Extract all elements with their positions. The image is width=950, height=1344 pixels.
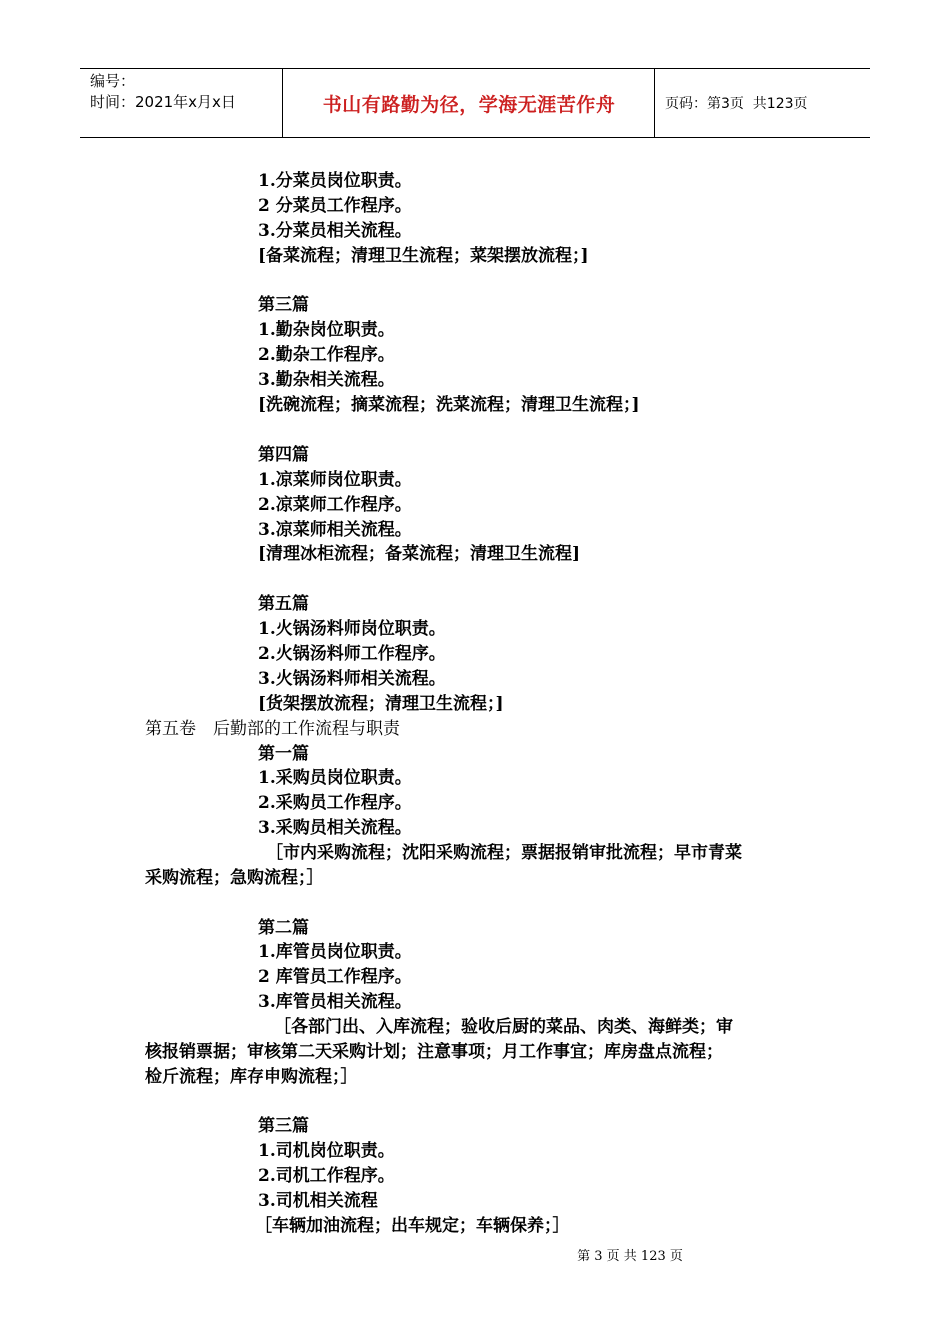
list-item: 2 库管员工作程序。 (258, 967, 412, 987)
volume-heading: 第五卷 后勤部的工作流程与职责 (145, 719, 400, 739)
header-page-info: 页码：第3页 共123页 (665, 96, 808, 112)
list-item: 2 分菜员工作程序。 (258, 196, 412, 216)
process-list-continued: 检斤流程；库存申购流程；］ (145, 1067, 358, 1087)
list-item: 1.采购员岗位职责。 (258, 768, 412, 788)
header-meta (90, 71, 236, 113)
list-item: 2.勤杂工作程序。 (258, 345, 395, 365)
list-item: 1.勤杂岗位职责。 (258, 320, 395, 340)
header-motto: 书山有路勤为径，学海无涯苦作舟 (322, 93, 616, 116)
number-label: 编号： (90, 72, 136, 90)
section-heading: 第四篇 (258, 445, 309, 465)
section-heading: 第三篇 (258, 1116, 309, 1136)
process-list: [清理冰柜流程；备菜流程；清理卫生流程] (258, 544, 581, 564)
header-divider (654, 69, 655, 137)
list-item: 3.勤杂相关流程。 (258, 370, 395, 390)
list-item: 2.司机工作程序。 (258, 1166, 395, 1186)
list-item: 1.司机岗位职责。 (258, 1141, 395, 1161)
list-item: 3.司机相关流程 (258, 1191, 378, 1211)
list-item: 3.火锅汤料师相关流程。 (258, 669, 446, 689)
process-list: ［各部门出、入库流程；验收后厨的菜品、肉类、海鲜类；审 (274, 1017, 733, 1037)
list-item: 2.火锅汤料师工作程序。 (258, 644, 446, 664)
process-list: ［市内采购流程；沈阳采购流程；票据报销审批流程；早市青菜 (266, 843, 742, 863)
section-heading: 第一篇 (258, 744, 309, 764)
time-label: 时间：2021年x月x日 (90, 93, 236, 111)
section-heading: 第二篇 (258, 918, 309, 938)
list-item: 1.凉菜师岗位职责。 (258, 470, 412, 490)
list-item: 2.凉菜师工作程序。 (258, 495, 412, 515)
page-header (80, 68, 870, 138)
list-item: 3.凉菜师相关流程。 (258, 520, 412, 540)
list-item: 1.火锅汤料师岗位职责。 (258, 619, 446, 639)
page-footer: 第 3 页 共 123 页 (577, 1249, 683, 1264)
process-list: ［车辆加油流程；出车规定；车辆保养；］ (255, 1216, 570, 1236)
process-list: [备菜流程；清理卫生流程；菜架摆放流程；] (258, 246, 589, 266)
process-list: [洗碗流程；摘菜流程；洗菜流程；清理卫生流程；] (258, 395, 640, 415)
list-item: 2.采购员工作程序。 (258, 793, 412, 813)
list-item: 3.采购员相关流程。 (258, 818, 412, 838)
list-item: 1.分菜员岗位职责。 (258, 171, 412, 191)
list-item: 1.库管员岗位职责。 (258, 942, 412, 962)
list-item: 3.分菜员相关流程。 (258, 221, 412, 241)
section-heading: 第三篇 (258, 295, 309, 315)
process-list-continued: 核报销票据；审核第二天采购计划；注意事项；月工作事宜；库房盘点流程； (145, 1042, 723, 1062)
process-list: [货架摆放流程；清理卫生流程；] (258, 694, 504, 714)
process-list-continued: 采购流程；急购流程；］ (145, 868, 324, 888)
list-item: 3.库管员相关流程。 (258, 992, 412, 1012)
section-heading: 第五篇 (258, 594, 309, 614)
